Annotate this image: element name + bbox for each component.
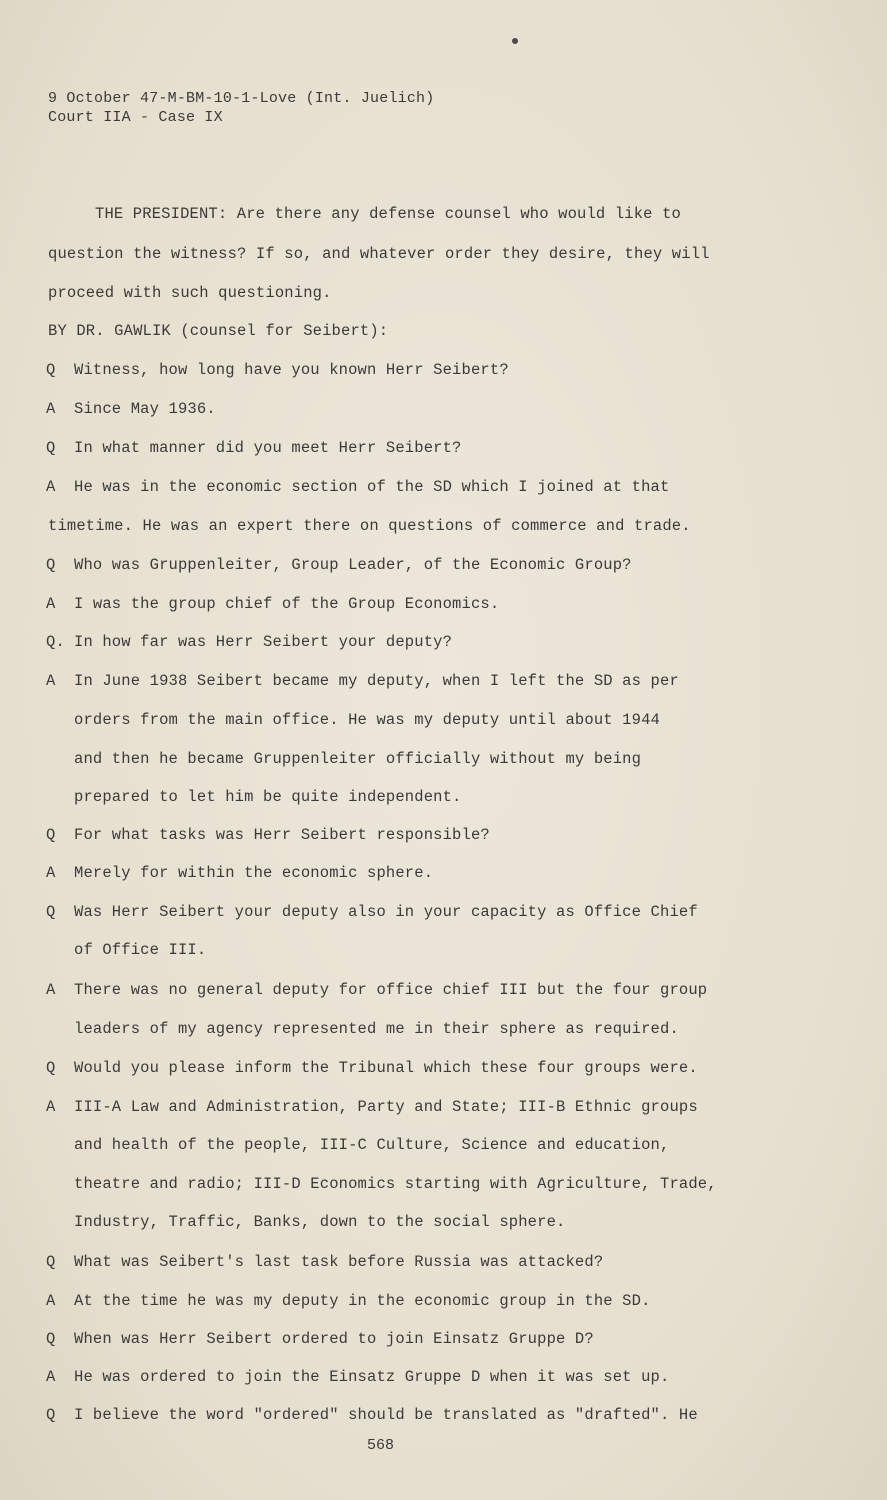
transcript-text: In June 1938 Seibert became my deputy, when I left the SD as per: [74, 672, 679, 690]
qa-marker: A: [46, 1098, 56, 1116]
transcript-text: BY DR. GAWLIK (counsel for Seibert):: [48, 322, 389, 340]
transcript-text: question the witness? If so, and whatever order they desire, they will: [48, 245, 710, 263]
qa-marker: A: [46, 478, 56, 496]
transcript-text: At the time he was my deputy in the economic group in the SD.: [74, 1292, 651, 1310]
qa-marker: A: [46, 595, 56, 613]
header-court-line: Court IIA - Case IX: [48, 109, 223, 126]
transcript-text: I believe the word "ordered" should be translated as "drafted". He: [74, 1406, 698, 1424]
transcript-text: and then he became Gruppenleiter officially without my being: [74, 750, 642, 768]
punch-hole-mark: [512, 38, 518, 44]
transcript-text: He was in the economic section of the SD which I joined at that: [74, 478, 670, 496]
transcript-text: THE PRESIDENT: Are there any defense counsel who would like to: [95, 205, 681, 223]
document-header: [48, 89, 434, 127]
qa-marker: Q: [46, 826, 56, 844]
transcript-text: Industry, Traffic, Banks, down to the social sphere.: [74, 1213, 566, 1231]
transcript-text: What was Seibert's last task before Russia was attacked?: [74, 1253, 604, 1271]
transcript-text: Since May 1936.: [74, 400, 216, 418]
transcript-text: Witness, how long have you known Herr Seibert?: [74, 361, 509, 379]
qa-marker: Q: [46, 439, 56, 457]
transcript-text: and health of the people, III-C Culture, Science and education,: [74, 1136, 670, 1154]
qa-marker: Q: [46, 1406, 56, 1424]
transcript-text: proceed with such questioning.: [48, 284, 332, 302]
transcript-text: Was Herr Seibert your deputy also in your capacity as Office Chief: [74, 903, 698, 921]
qa-marker: Q.: [46, 633, 65, 651]
header-date-line: 9 October 47-M-BM-10-1-Love (Int. Juelich): [48, 90, 435, 107]
qa-marker: Q: [46, 361, 56, 379]
transcript-text: timetime. He was an expert there on questions of commerce and trade.: [48, 517, 691, 535]
transcript-text: For what tasks was Herr Seibert responsible?: [74, 826, 490, 844]
transcript-text: Who was Gruppenleiter, Group Leader, of the Economic Group?: [74, 556, 632, 574]
transcript-text: of Office III.: [74, 941, 207, 959]
transcript-text: Merely for within the economic sphere.: [74, 864, 434, 882]
qa-marker: Q: [46, 556, 56, 574]
qa-marker: Q: [46, 903, 56, 921]
transcript-text: III-A Law and Administration, Party and State; III-B Ethnic groups: [74, 1098, 698, 1116]
transcript-text: leaders of my agency represented me in their sphere as required.: [74, 1020, 679, 1038]
qa-marker: A: [46, 400, 56, 418]
transcript-text: He was ordered to join the Einsatz Gruppe D when it was set up.: [74, 1368, 670, 1386]
transcript-text: prepared to let him be quite independent.: [74, 788, 462, 806]
qa-marker: A: [46, 1292, 56, 1310]
transcript-text: orders from the main office. He was my deputy until about 1944: [74, 711, 660, 729]
qa-marker: Q: [46, 1059, 56, 1077]
transcript-text: I was the group chief of the Group Economics.: [74, 595, 500, 613]
transcript-text: theatre and radio; III-D Economics starting with Agriculture, Trade,: [74, 1175, 717, 1193]
page-number: 568: [367, 1437, 395, 1454]
transcript-text: In how far was Herr Seibert your deputy?: [74, 633, 453, 651]
qa-marker: A: [46, 864, 56, 882]
transcript-text: When was Herr Seibert ordered to join Einsatz Gruppe D?: [74, 1330, 594, 1348]
transcript-text: There was no general deputy for office chief III but the four group: [74, 981, 708, 999]
transcript-text: Would you please inform the Tribunal which these four groups were.: [74, 1059, 698, 1077]
qa-marker: Q: [46, 1253, 56, 1271]
qa-marker: Q: [46, 1330, 56, 1348]
transcript-text: In what manner did you meet Herr Seibert?: [74, 439, 462, 457]
qa-marker: A: [46, 981, 56, 999]
qa-marker: A: [46, 672, 56, 690]
qa-marker: A: [46, 1368, 56, 1386]
